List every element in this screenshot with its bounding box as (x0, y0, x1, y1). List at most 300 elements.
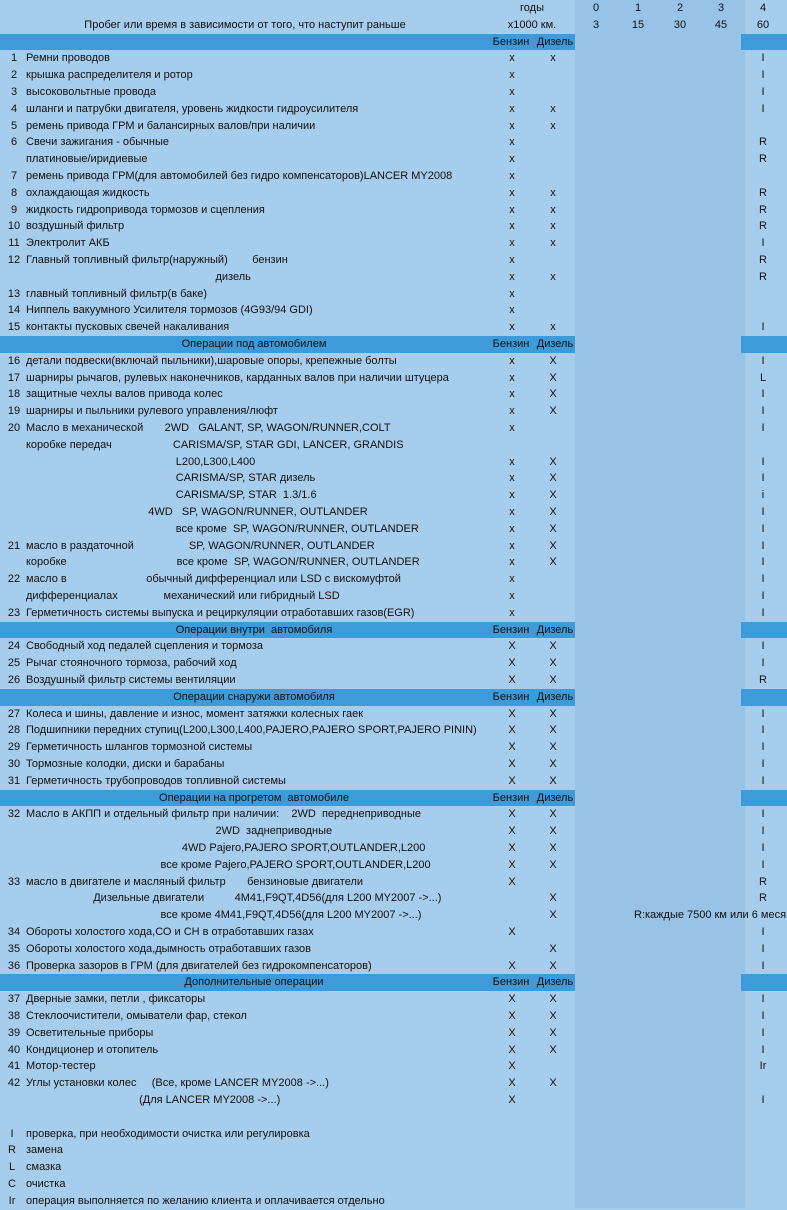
table-row (0, 286, 787, 303)
interval-mark: I (761, 590, 765, 602)
row-description: Герметичность трубопроводов топливной системы (26, 774, 286, 787)
table-row (0, 118, 787, 135)
legend-text: смазка (26, 1161, 62, 1174)
km-2: 30 (673, 18, 687, 31)
row-description: шланги и патрубки двигателя, уровень жидкости гидроусилителя (26, 102, 359, 115)
benzin-mark: x (509, 52, 515, 65)
dizel-mark: x (550, 220, 556, 233)
row-description: Обороты холостого хода,дымность отработавших газов (26, 942, 311, 955)
row-description: Воздушный фильтр системы вентиляции (26, 674, 236, 686)
year-0: 0 (592, 2, 600, 14)
section-band-right (741, 974, 787, 991)
legend-key: I (10, 1127, 14, 1140)
row-description: 4WD Pajero,PAJERO SPORT,OUTLANDER,L200 (26, 842, 426, 854)
interval-mark: I (761, 573, 765, 586)
table-row (0, 823, 787, 840)
section-title: Операции на прогретом автомобиле (159, 791, 349, 804)
dizel-mark: X (549, 774, 557, 787)
table-row (0, 1092, 787, 1109)
dizel-mark: x (550, 119, 556, 132)
row-number: 18 (7, 388, 21, 401)
dizel-mark: X (549, 842, 557, 854)
col-dizel-label: Дизель (536, 623, 574, 636)
row-description: шарниры и пыльники рулевого управления/люфт (26, 405, 278, 418)
row-description: коробке передач CARISMA/SP, STAR GDI, LANCER, GRANDIS (26, 438, 404, 451)
benzin-mark: x (509, 270, 515, 283)
dizel-mark: X (549, 657, 557, 670)
row-description: Проверка зазоров в ГРМ (для двигателей без гидрокомпенсаторов) (26, 959, 372, 972)
legend-row (0, 1176, 787, 1193)
row-number: 32 (7, 808, 21, 821)
row-description: крышка распределителя и ротор (26, 69, 193, 82)
benzin-mark: x (509, 119, 515, 132)
legend-text: очистка (26, 1178, 66, 1190)
benzin-mark: x (509, 590, 515, 602)
dizel-mark: X (549, 354, 557, 367)
row-description: воздушный фильтр (26, 220, 125, 233)
table-row (0, 302, 787, 319)
benzin-mark: X (508, 741, 516, 754)
row-description: ремень привода ГРМ и балансирных валов/при наличии (26, 119, 316, 132)
col-benzin-label: Бензин (492, 338, 530, 350)
col-dizel-label: Дизель (536, 690, 574, 703)
section-band-left (0, 34, 575, 51)
interval-mark: I (761, 758, 765, 770)
interval-note: R:каждые 7500 км или 6 меся (634, 909, 787, 922)
row-description: Стеклоочистители, омыватели фар, стекол (26, 1010, 247, 1022)
row-description: защитные чехлы валов привода колес (26, 388, 223, 401)
section-title: Операции внутри автомобиля (175, 623, 333, 636)
row-number: 13 (7, 287, 21, 300)
col-benzin-label: Бензин (492, 976, 530, 989)
table-row (0, 941, 787, 958)
table-row (0, 1109, 787, 1126)
benzin-mark: x (509, 102, 515, 115)
benzin-mark: x (509, 388, 515, 401)
interval-mark: I (761, 455, 765, 468)
interval-mark: R (759, 136, 767, 149)
dizel-mark: X (549, 1077, 557, 1090)
col-benzin-label: Бензин (492, 35, 530, 48)
dizel-mark: X (549, 993, 557, 1006)
row-number: 17 (7, 371, 21, 384)
section-band (0, 336, 787, 353)
year-1: 1 (634, 2, 642, 14)
dizel-mark: X (549, 674, 557, 686)
row-description: Свободный ход педалей сцепления и тормоза (26, 640, 263, 653)
dizel-mark: X (549, 556, 557, 569)
table-row (0, 722, 787, 739)
table-row (0, 386, 787, 403)
dizel-mark: X (549, 522, 557, 535)
benzin-mark: X (508, 640, 516, 653)
benzin-mark: x (509, 455, 515, 468)
table-row (0, 538, 787, 555)
row-description: масло в двигателе и масляный фильтр бензиновые двигатели (26, 875, 364, 888)
interval-mark: I (761, 640, 765, 653)
row-description: L200,L300,L400 (26, 455, 256, 468)
row-number: 1 (10, 52, 18, 65)
interval-mark: R (759, 220, 767, 233)
col-dizel-label: Дизель (536, 35, 574, 48)
section-title: Операции под автомобилем (181, 338, 327, 350)
section-band-right (741, 336, 787, 353)
benzin-mark: x (509, 186, 515, 199)
row-number: 42 (7, 1077, 21, 1090)
row-description: ремень привода ГРМ(для автомобилей без гидро компенсаторов)LANCER MY2008 (26, 170, 453, 182)
row-number: 9 (10, 203, 18, 216)
dizel-mark: X (549, 724, 557, 737)
legend-row (0, 1142, 787, 1159)
row-description: Масло в АКПП и отдельный фильтр при наличии: 2WD переднеприводные (26, 808, 421, 821)
benzin-mark: x (509, 489, 515, 502)
dizel-mark: X (549, 858, 557, 871)
section-title: Дополнительные операции (184, 976, 324, 989)
row-description: все кроме SP, WAGON/RUNNER, OUTLANDER (26, 522, 419, 535)
row-number: 12 (7, 254, 21, 266)
table-row (0, 185, 787, 202)
row-number: 11 (8, 237, 20, 250)
interval-mark: I (761, 354, 765, 367)
benzin-mark: x (509, 220, 515, 233)
km-1: 15 (631, 18, 645, 31)
row-number: 4 (10, 102, 18, 115)
row-number: 28 (7, 724, 21, 737)
row-number: 5 (10, 119, 18, 132)
interval-mark: I (761, 1094, 765, 1106)
interval-mark: I (761, 842, 765, 854)
row-description: детали подвески(включай пыльники),шаровые опоры, крепежные болты (26, 354, 397, 367)
table-row (0, 571, 787, 588)
benzin-mark: X (508, 758, 516, 770)
row-number: 24 (7, 640, 21, 653)
interval-mark: R (759, 186, 767, 199)
dizel-mark: X (549, 959, 557, 972)
km-3: 45 (714, 18, 728, 31)
row-description: дифференциалах механический или гибридный LSD (26, 590, 340, 602)
table-row (0, 202, 787, 219)
dizel-mark: X (549, 707, 557, 720)
interval-mark: I (761, 1043, 765, 1056)
benzin-mark: x (509, 371, 515, 384)
dizel-mark: x (550, 52, 556, 65)
dizel-mark: X (549, 825, 557, 838)
benzin-mark: x (509, 170, 515, 182)
year-3: 3 (717, 2, 725, 14)
legend-key: Ir (8, 1194, 16, 1207)
row-description: высоковольтные провода (26, 86, 156, 98)
interval-mark: I (761, 808, 765, 821)
row-description: все кроме Pajero,PAJERO SPORT,OUTLANDER,L200 (26, 858, 431, 871)
benzin-mark: x (509, 606, 515, 619)
table-row (0, 958, 787, 975)
row-number: 29 (7, 741, 21, 754)
row-description: коробке все кроме SP, WAGON/RUNNER, OUTLANDER (26, 556, 420, 569)
legend-key: R (8, 1144, 16, 1157)
row-number: 39 (7, 1026, 21, 1039)
km-0: 3 (592, 18, 600, 31)
row-description: Масло в механической 2WD GALANT, SP, WAGON/RUNNER,COLT (26, 422, 391, 434)
interval-mark: I (761, 52, 765, 65)
year-4: 4 (759, 2, 767, 14)
row-number: 20 (7, 422, 21, 434)
interval-mark: I (761, 657, 765, 670)
interval-mark: I (761, 506, 765, 518)
table-row (0, 672, 787, 689)
dizel-mark: X (549, 909, 557, 922)
row-description: Дизельные двигатели 4M41,F9QT,4D56(для L200 MY2007 ->...) (26, 892, 442, 905)
benzin-mark: x (509, 354, 515, 367)
row-description: Герметичность шлангов тормозной системы (26, 741, 253, 754)
interval-mark: I (761, 774, 765, 787)
row-description: Электролит АКБ (26, 237, 110, 250)
interval-mark: I (761, 102, 765, 115)
row-description: Главный топливный фильтр(наружный) бензин (26, 254, 288, 266)
row-number: 7 (10, 170, 18, 182)
table-row (0, 706, 787, 723)
row-description: Свечи зажигания - обычные (26, 136, 170, 149)
row-number: 21 (7, 539, 21, 552)
row-description: Кондиционер и отопитель (26, 1043, 159, 1056)
section-band-right (741, 622, 787, 639)
row-number: 14 (7, 304, 21, 317)
benzin-mark: X (508, 1026, 516, 1039)
interval-mark: R (759, 892, 767, 905)
dizel-mark: X (549, 808, 557, 821)
row-number: 10 (7, 220, 21, 233)
dizel-mark: X (549, 1043, 557, 1056)
row-number: 6 (10, 136, 18, 149)
row-number: 34 (7, 926, 21, 938)
benzin-mark: X (508, 724, 516, 737)
table-row (0, 924, 787, 941)
row-number: 8 (10, 186, 18, 199)
interval-mark: R (759, 875, 767, 888)
km-4: 60 (756, 18, 770, 31)
section-band-right (741, 689, 787, 706)
row-description: Рычаг стояночного тормоза, рабочий ход (26, 657, 237, 670)
dizel-mark: X (549, 942, 557, 955)
interval-mark: I (761, 993, 765, 1006)
table-row (0, 1075, 787, 1092)
interval-mark: I (761, 539, 765, 552)
table-row (0, 874, 787, 891)
row-number: 26 (7, 674, 21, 686)
interval-mark: I (761, 724, 765, 737)
table-row (0, 1025, 787, 1042)
interval-mark: I (761, 1010, 765, 1022)
table-row (0, 218, 787, 235)
row-number: 40 (7, 1043, 21, 1056)
km-label: x1000 км. (507, 18, 557, 31)
interval-mark: I (761, 388, 765, 401)
legend-row (0, 1126, 787, 1143)
dizel-mark: X (549, 405, 557, 418)
years-label: годы (520, 2, 544, 14)
row-description: шарниры рычагов, рулевых наконечников, карданных валов при наличии штуцера (26, 371, 449, 384)
table-row (0, 101, 787, 118)
interval-mark: R (759, 270, 767, 283)
interval-mark: I (761, 825, 765, 838)
section-title: Операции снаружи автомобиля (173, 690, 335, 703)
row-number: 30 (7, 758, 21, 770)
benzin-mark: X (508, 707, 516, 720)
legend-row (0, 1159, 787, 1176)
section-band (0, 622, 787, 639)
benzin-mark: x (509, 254, 515, 266)
row-description: жидкость гидропривода тормозов и сцепления (26, 203, 265, 216)
row-number: 37 (7, 993, 21, 1006)
table-row (0, 84, 787, 101)
interval-mark: I (761, 606, 765, 619)
dizel-mark: X (549, 892, 557, 905)
benzin-mark: x (509, 237, 515, 250)
dizel-mark: x (550, 237, 556, 250)
row-number: 22 (7, 573, 21, 586)
interval-mark: I (761, 321, 765, 334)
section-band (0, 34, 787, 51)
interval-mark: I (761, 741, 765, 754)
table-row (0, 487, 787, 504)
benzin-mark: X (508, 674, 516, 686)
interval-mark: L (759, 371, 767, 384)
benzin-mark: x (509, 69, 515, 82)
benzin-mark: x (509, 422, 515, 434)
table-row (0, 420, 787, 437)
table-row (0, 50, 787, 67)
dizel-mark: x (550, 203, 556, 216)
benzin-mark: X (508, 1010, 516, 1022)
interval-mark: R (759, 254, 767, 266)
dizel-mark: x (550, 321, 556, 334)
row-description: масло в обычный дифференциал или LSD с вискомуфтой (26, 573, 401, 586)
interval-mark: I (761, 707, 765, 720)
row-description: CARISMA/SP, STAR 1.3/1.6 (26, 489, 317, 502)
table-row (0, 437, 787, 454)
row-description: платиновые/иридиевые (26, 153, 148, 166)
dizel-mark: X (549, 506, 557, 518)
col-dizel-label: Дизель (536, 338, 574, 350)
row-description: Обороты холостого хода,СО и СН в отработавших газах (26, 926, 314, 938)
row-number: 2 (10, 69, 18, 82)
benzin-mark: x (509, 522, 515, 535)
col-benzin-label: Бензин (492, 623, 530, 636)
row-number: 33 (7, 875, 21, 888)
table-row (0, 588, 787, 605)
benzin-mark: X (508, 1077, 516, 1090)
col-dizel-label: Дизель (536, 791, 574, 804)
row-number: 16 (7, 354, 21, 367)
row-number: 3 (10, 86, 18, 98)
dizel-mark: X (549, 741, 557, 754)
row-number: 27 (7, 707, 21, 720)
row-description: (Для LANCER MY2008 ->...) (26, 1094, 281, 1106)
table-row (0, 134, 787, 151)
row-description: 2WD заднеприводные (26, 825, 333, 838)
row-description: Мотор-тестер (26, 1060, 96, 1073)
benzin-mark: X (508, 1094, 516, 1106)
table-row (0, 890, 787, 907)
col-dizel-label: Дизель (536, 976, 574, 989)
table-row (0, 1008, 787, 1025)
table-row (0, 907, 787, 924)
table-row (0, 605, 787, 622)
row-description: контакты пусковых свечей накаливания (26, 321, 230, 334)
table-row (0, 1042, 787, 1059)
benzin-mark: x (509, 304, 515, 317)
benzin-mark: X (508, 774, 516, 787)
row-description: Колеса и шины, давление и износ, момент затяжки колесных гаек (26, 707, 364, 720)
section-band-right (741, 34, 787, 51)
table-row (0, 1058, 787, 1075)
col-benzin-label: Бензин (492, 791, 530, 804)
table-row (0, 67, 787, 84)
table-row (0, 840, 787, 857)
row-number: 35 (7, 942, 21, 955)
benzin-mark: X (508, 875, 516, 888)
dizel-mark: X (549, 640, 557, 653)
benzin-mark: x (509, 506, 515, 518)
interval-mark: I (761, 472, 765, 485)
benzin-mark: X (508, 825, 516, 838)
benzin-mark: x (509, 86, 515, 98)
mileage-title: Пробег или время в зависимости от того, что наступит раньше (84, 18, 406, 31)
row-description: дизель (26, 270, 251, 283)
dizel-mark: X (549, 388, 557, 401)
interval-mark: i (761, 489, 765, 502)
dizel-mark: X (549, 758, 557, 770)
row-description: Осветительные приборы (26, 1026, 154, 1039)
legend-row (0, 1193, 787, 1210)
dizel-mark: X (549, 1010, 557, 1022)
table-row (0, 235, 787, 252)
interval-mark: R (759, 674, 767, 686)
dizel-mark: X (549, 489, 557, 502)
interval-mark: R (759, 153, 767, 166)
interval-mark: I (761, 942, 765, 955)
benzin-mark: X (508, 1060, 516, 1073)
section-band-right (741, 790, 787, 807)
row-number: 23 (7, 606, 21, 619)
row-number: 31 (7, 774, 21, 787)
table-row (0, 252, 787, 269)
row-number: 25 (7, 657, 21, 670)
section-band (0, 790, 787, 807)
year-2: 2 (676, 2, 684, 14)
table-row (0, 151, 787, 168)
interval-mark: R (759, 203, 767, 216)
table-row (0, 168, 787, 185)
interval-mark: I (761, 858, 765, 871)
table-row (0, 269, 787, 286)
benzin-mark: x (509, 136, 515, 149)
table-row (0, 370, 787, 387)
row-description: Ремни проводов (26, 52, 110, 65)
table-row (0, 991, 787, 1008)
interval-mark: I (761, 556, 765, 569)
benzin-mark: X (508, 858, 516, 871)
benzin-mark: x (509, 539, 515, 552)
row-number: 41 (7, 1060, 21, 1073)
benzin-mark: X (508, 959, 516, 972)
dizel-mark: X (549, 455, 557, 468)
table-row (0, 756, 787, 773)
benzin-mark: x (509, 321, 515, 334)
row-description: Углы установки колес (Все, кроме LANCER MY2008 ->...) (26, 1077, 329, 1090)
dizel-mark: X (549, 472, 557, 485)
row-description: охлаждающая жидкость (26, 186, 150, 199)
row-description: Тормозные колодки, диски и барабаны (26, 758, 225, 770)
